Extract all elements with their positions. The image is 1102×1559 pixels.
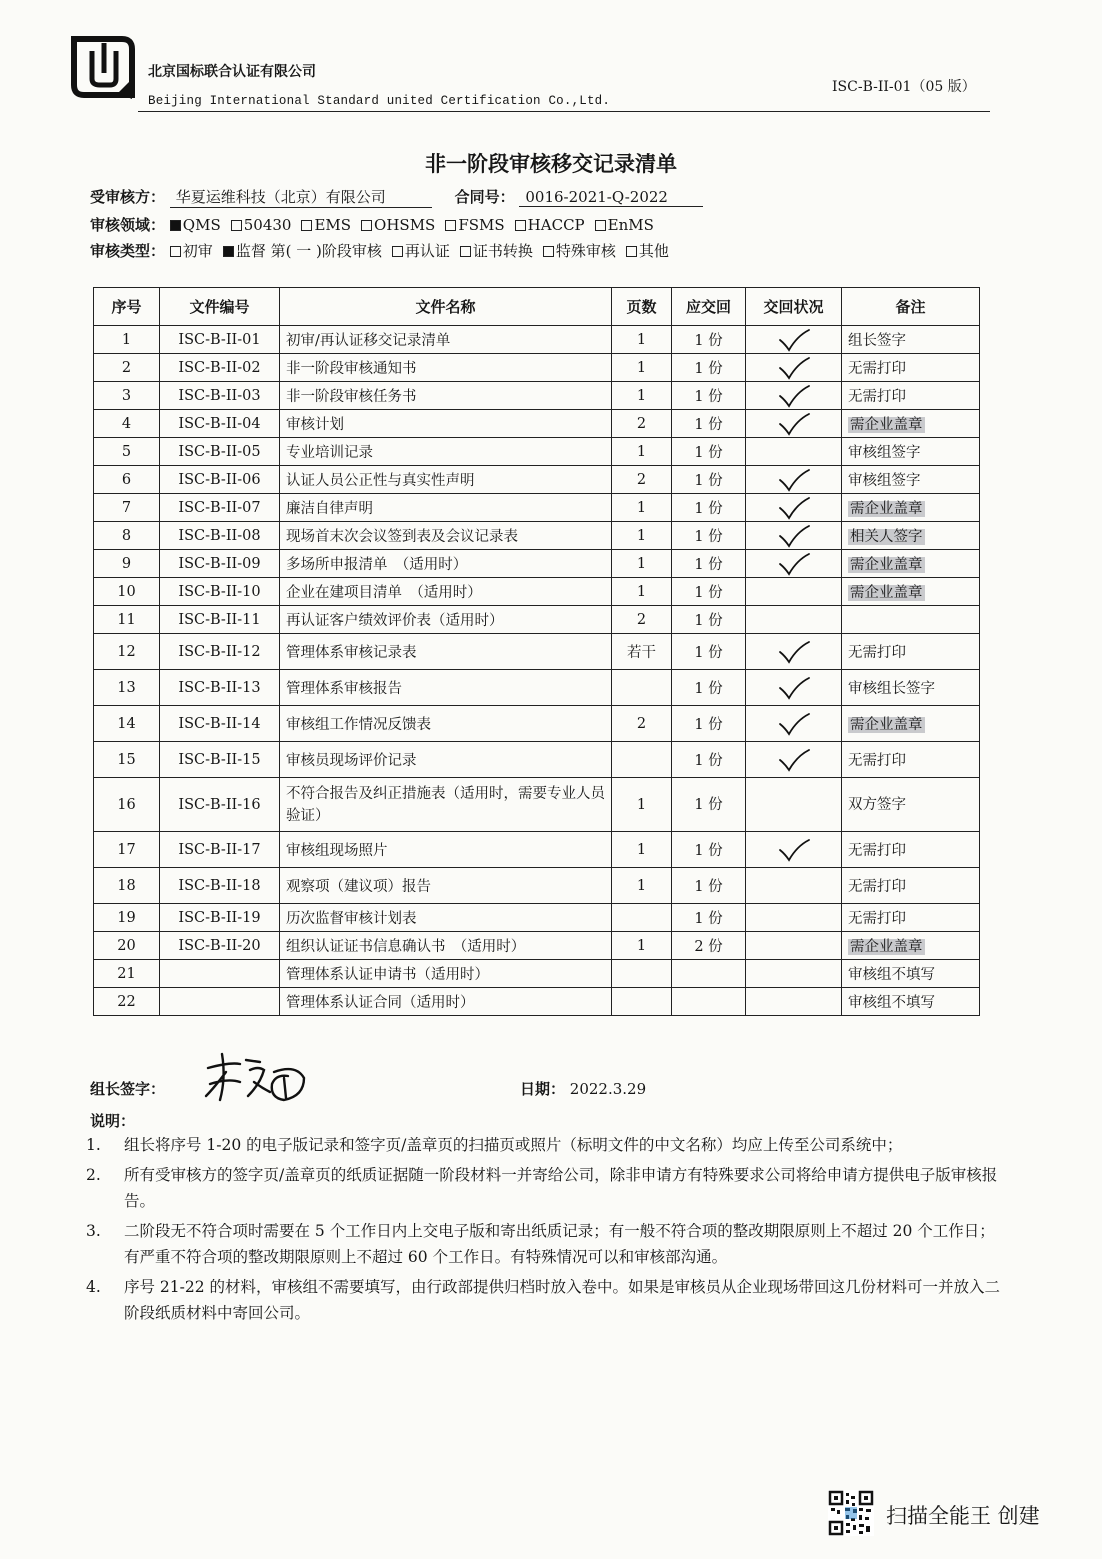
audit-field-option-label: EnMS [607, 216, 654, 234]
row-code: ISC-B-II-05 [160, 438, 280, 466]
row-copies: 1 份 [672, 832, 746, 868]
row-pages: 2 [612, 706, 672, 742]
row-returned [746, 832, 842, 868]
row-code: ISC-B-II-09 [160, 550, 280, 578]
row-name: 审核组工作情况反馈表 [280, 706, 612, 742]
note-text: 二阶段无不符合项时需要在 5 个工作日内上交电子版和寄出纸质记录；有一般不符合项的整改期限原则上不超过 20 个工作日；有严重不符合项的整改期限原则上不超过 60 个工作日。有特殊情况可以和审核部沟通。 [124, 1222, 995, 1266]
row-no: 10 [94, 578, 160, 606]
row-copies: 1 份 [672, 522, 746, 550]
row-remark [842, 354, 980, 382]
table-row [94, 868, 980, 904]
row-name: 廉洁自律声明 [280, 494, 612, 522]
company-logo [70, 33, 136, 105]
row-no: 8 [94, 522, 160, 550]
row-code: ISC-B-II-16 [160, 778, 280, 832]
checkmark-icon [777, 712, 811, 736]
row-returned [746, 868, 842, 904]
row-returned [746, 670, 842, 706]
audit-type-line [90, 240, 679, 261]
row-name: 审核计划 [280, 410, 612, 438]
row-remark [842, 550, 980, 578]
row-returned [746, 960, 842, 988]
header-pages: 页数 [612, 288, 672, 326]
document-code: ISC-B-II-01（05 版） [832, 79, 976, 95]
note-number: 4. [86, 1278, 101, 1296]
audit-type-option-label: 监督 第( 一 )阶段审核 [235, 242, 382, 260]
audit-field-option-label: FSMS [458, 216, 505, 234]
row-pages [612, 904, 672, 932]
remark-text: 组长签字 [848, 333, 906, 349]
header-code: 文件编号 [160, 288, 280, 326]
header-remark: 备注 [842, 288, 980, 326]
unchecked-checkbox-icon[interactable] [445, 220, 456, 231]
row-name: 多场所申报清单 （适用时） [280, 550, 612, 578]
unchecked-checkbox-icon[interactable] [515, 220, 526, 231]
row-copies: 1 份 [672, 742, 746, 778]
row-name: 不符合报告及纠正措施表（适用时，需要专业人员验证） [280, 778, 612, 832]
audit-type-option-label: 其他 [638, 242, 669, 260]
row-pages: 1 [612, 382, 672, 410]
checkmark-icon [777, 328, 811, 352]
audit-field-option-label: 50430 [243, 216, 292, 234]
row-pages: 1 [612, 494, 672, 522]
company-name-en: Beijing International Standard united Certification Co.,Ltd. [148, 94, 611, 108]
row-code: ISC-B-II-02 [160, 354, 280, 382]
table-row [94, 670, 980, 706]
row-code: ISC-B-II-13 [160, 670, 280, 706]
audit-field-option-label: QMS [182, 216, 221, 234]
remark-text: 需企业盖章 [850, 717, 923, 733]
checkmark-icon [777, 748, 811, 772]
audit-field-label: 审核领域： [90, 216, 166, 234]
row-code [160, 988, 280, 1016]
audit-type-option-label: 证书转换 [472, 242, 533, 260]
row-no: 21 [94, 960, 160, 988]
table-row [94, 326, 980, 354]
row-pages: 若干 [612, 634, 672, 670]
audit-type-option[interactable] [392, 240, 450, 261]
remark-text: 无需打印 [848, 389, 906, 405]
row-pages: 1 [612, 578, 672, 606]
row-remark [842, 932, 980, 960]
row-no: 17 [94, 832, 160, 868]
audit-type-option[interactable] [626, 240, 669, 261]
row-code: ISC-B-II-20 [160, 932, 280, 960]
row-name: 企业在建项目清单 （适用时） [280, 578, 612, 606]
row-returned [746, 606, 842, 634]
table-row [94, 466, 980, 494]
row-name: 观察项（建议项）报告 [280, 868, 612, 904]
table-row [94, 832, 980, 868]
row-pages: 1 [612, 438, 672, 466]
remark-text: 审核组长签字 [848, 681, 935, 697]
checkmark-icon [777, 552, 811, 576]
row-name: 管理体系认证合同（适用时） [280, 988, 612, 1016]
audit-type-option[interactable] [170, 240, 213, 261]
row-remark [842, 606, 980, 634]
table-row [94, 354, 980, 382]
checkmark-icon [777, 496, 811, 520]
row-pages [612, 960, 672, 988]
row-code: ISC-B-II-14 [160, 706, 280, 742]
table-row [94, 932, 980, 960]
row-pages: 1 [612, 354, 672, 382]
scanner-watermark: 扫描全能王 创建 [886, 1504, 1040, 1528]
row-copies: 1 份 [672, 410, 746, 438]
row-name: 再认证客户绩效评价表（适用时） [280, 606, 612, 634]
audit-field-line [90, 214, 664, 235]
note-item [86, 1218, 1006, 1270]
row-code [160, 960, 280, 988]
remark-text: 无需打印 [848, 879, 906, 895]
note-number: 2. [86, 1166, 101, 1184]
remark-text: 需企业盖章 [850, 501, 923, 517]
row-name: 初审/再认证移交记录清单 [280, 326, 612, 354]
unchecked-checkbox-icon[interactable] [460, 246, 471, 257]
row-no: 6 [94, 466, 160, 494]
row-pages [612, 742, 672, 778]
row-returned [746, 706, 842, 742]
audit-field-option[interactable] [170, 216, 221, 234]
remark-text: 审核组签字 [848, 473, 921, 489]
row-returned [746, 410, 842, 438]
row-remark [842, 634, 980, 670]
row-returned [746, 382, 842, 410]
note-text: 序号 21-22 的材料，审核组不需要填写，由行政部提供归档时放入卷中。如果是审核员从企业现场带回这几份材料可一并放入二阶段纸质材料中寄回公司。 [124, 1278, 1001, 1322]
table-row [94, 778, 980, 832]
remark-text: 审核组不填写 [848, 995, 935, 1011]
row-returned [746, 778, 842, 832]
row-code: ISC-B-II-17 [160, 832, 280, 868]
audit-field-options [170, 216, 664, 234]
row-returned [746, 550, 842, 578]
row-no: 22 [94, 988, 160, 1016]
header-divider [138, 111, 990, 112]
row-returned [746, 494, 842, 522]
row-pages: 1 [612, 778, 672, 832]
row-no: 5 [94, 438, 160, 466]
row-remark [842, 326, 980, 354]
row-name: 非一阶段审核通知书 [280, 354, 612, 382]
auditee-line [90, 186, 703, 208]
unchecked-checkbox-icon[interactable] [392, 246, 403, 257]
table-row [94, 988, 980, 1016]
note-number: 1. [86, 1136, 101, 1154]
row-name: 管理体系审核记录表 [280, 634, 612, 670]
row-pages: 1 [612, 868, 672, 904]
row-remark [842, 438, 980, 466]
auditee-label: 受审核方： [90, 188, 166, 206]
notes-list [86, 1132, 1006, 1330]
row-pages: 2 [612, 410, 672, 438]
audit-field-option[interactable] [231, 216, 292, 234]
unchecked-checkbox-icon[interactable] [626, 246, 637, 257]
remark-text: 需企业盖章 [850, 557, 923, 573]
audit-field-option[interactable] [301, 216, 351, 234]
row-code: ISC-B-II-18 [160, 868, 280, 904]
row-no: 3 [94, 382, 160, 410]
table-row [94, 382, 980, 410]
note-item [86, 1162, 1006, 1214]
audit-field-option-label: EMS [314, 216, 352, 234]
row-no: 4 [94, 410, 160, 438]
date-label: 日期： [520, 1080, 566, 1098]
row-code: ISC-B-II-07 [160, 494, 280, 522]
unchecked-checkbox-icon[interactable] [595, 220, 606, 231]
row-copies: 1 份 [672, 706, 746, 742]
checkmark-icon [777, 356, 811, 380]
table-row [94, 522, 980, 550]
row-copies: 1 份 [672, 670, 746, 706]
note-text: 组长将序号 1-20 的电子版记录和签字页/盖章页的扫描页或照片（标明文件的中文名称）均应上传至公司系统中； [124, 1136, 903, 1154]
unchecked-checkbox-icon[interactable] [543, 246, 554, 257]
row-copies: 1 份 [672, 438, 746, 466]
remark-text: 需企业盖章 [850, 939, 923, 955]
row-returned [746, 326, 842, 354]
table-row [94, 706, 980, 742]
row-name: 专业培训记录 [280, 438, 612, 466]
remark-text: 无需打印 [848, 753, 906, 769]
remark-text: 双方签字 [848, 796, 906, 813]
row-copies: 1 份 [672, 868, 746, 904]
remark-text: 无需打印 [848, 645, 906, 661]
audit-type-option-label: 初审 [182, 242, 213, 260]
row-returned [746, 466, 842, 494]
audit-type-option-label: 再认证 [404, 242, 450, 260]
note-item [86, 1274, 1006, 1326]
row-returned [746, 742, 842, 778]
audit-type-option[interactable] [460, 240, 533, 261]
row-returned [746, 904, 842, 932]
audit-field-option-label: OHSMS [374, 216, 436, 234]
note-text: 所有受审核方的签字页/盖章页的纸质证据随一阶段材料一并寄给公司，除非申请方有特殊要求公司将给申请方提供电子版审核报告。 [124, 1166, 998, 1210]
header-no: 序号 [94, 288, 160, 326]
row-copies: 1 份 [672, 634, 746, 670]
date-value: 2022.3.29 [569, 1080, 647, 1098]
note-item [86, 1132, 1006, 1158]
row-returned [746, 354, 842, 382]
row-no: 20 [94, 932, 160, 960]
row-copies: 1 份 [672, 494, 746, 522]
remark-text: 需企业盖章 [850, 585, 923, 601]
row-no: 18 [94, 868, 160, 904]
notes-title: 说明： [90, 1112, 136, 1130]
row-pages: 2 [612, 466, 672, 494]
row-pages: 1 [612, 326, 672, 354]
row-pages: 2 [612, 606, 672, 634]
row-returned [746, 522, 842, 550]
row-name: 管理体系认证申请书（适用时） [280, 960, 612, 988]
table-header-row [94, 288, 980, 326]
audit-field-option[interactable] [361, 216, 435, 234]
row-no: 11 [94, 606, 160, 634]
row-copies [672, 988, 746, 1016]
row-no: 9 [94, 550, 160, 578]
company-name-cn: 北京国标联合认证有限公司 [148, 64, 316, 80]
row-remark [842, 382, 980, 410]
page-title: 非一阶段审核移交记录清单 [425, 152, 677, 176]
row-name: 审核组现场照片 [280, 832, 612, 868]
row-remark [842, 522, 980, 550]
checkmark-icon [777, 640, 811, 664]
row-pages [612, 988, 672, 1016]
audit-type-option[interactable] [223, 240, 382, 261]
audit-field-option[interactable] [445, 216, 504, 234]
unchecked-checkbox-icon[interactable] [301, 220, 312, 231]
row-pages: 1 [612, 550, 672, 578]
records-table [93, 287, 980, 1016]
row-pages [612, 670, 672, 706]
header-name: 文件名称 [280, 288, 612, 326]
row-copies: 1 份 [672, 904, 746, 932]
row-code: ISC-B-II-06 [160, 466, 280, 494]
row-remark [842, 988, 980, 1016]
auditee-value: 华夏运维科技（北京）有限公司 [170, 186, 432, 208]
row-remark [842, 778, 980, 832]
audit-type-options [170, 242, 679, 260]
row-code: ISC-B-II-12 [160, 634, 280, 670]
contract-value: 0016-2021-Q-2022 [519, 188, 703, 207]
note-number: 3. [86, 1222, 101, 1240]
remark-text: 无需打印 [848, 843, 906, 859]
checkmark-icon [777, 412, 811, 436]
row-remark [842, 670, 980, 706]
row-remark [842, 960, 980, 988]
remark-text: 无需打印 [848, 911, 906, 927]
remark-text: 相关人签字 [850, 529, 923, 545]
row-copies: 1 份 [672, 354, 746, 382]
row-remark [842, 494, 980, 522]
row-code: ISC-B-II-11 [160, 606, 280, 634]
checked-checkbox-icon[interactable] [223, 246, 234, 257]
row-no: 15 [94, 742, 160, 778]
row-remark [842, 904, 980, 932]
row-returned [746, 634, 842, 670]
row-remark [842, 706, 980, 742]
row-copies: 1 份 [672, 578, 746, 606]
audit-type-option-label: 特殊审核 [555, 242, 616, 260]
checkmark-icon [777, 524, 811, 548]
row-remark [842, 868, 980, 904]
checkmark-icon [777, 838, 811, 862]
row-copies: 1 份 [672, 550, 746, 578]
date-line [520, 1078, 646, 1099]
row-remark [842, 742, 980, 778]
row-no: 16 [94, 778, 160, 832]
row-pages: 1 [612, 832, 672, 868]
unchecked-checkbox-icon[interactable] [361, 220, 372, 231]
row-name: 认证人员公正性与真实性声明 [280, 466, 612, 494]
checkmark-icon [777, 384, 811, 408]
row-name: 管理体系审核报告 [280, 670, 612, 706]
table-row [94, 742, 980, 778]
table-row [94, 550, 980, 578]
row-remark [842, 578, 980, 606]
row-no: 12 [94, 634, 160, 670]
row-returned [746, 932, 842, 960]
row-remark [842, 466, 980, 494]
row-remark [842, 832, 980, 868]
row-returned [746, 988, 842, 1016]
row-copies: 1 份 [672, 466, 746, 494]
row-no: 1 [94, 326, 160, 354]
row-copies: 1 份 [672, 382, 746, 410]
checked-checkbox-icon[interactable] [170, 220, 181, 231]
row-no: 2 [94, 354, 160, 382]
leader-signature [200, 1048, 310, 1108]
row-copies: 1 份 [672, 606, 746, 634]
header-copies: 应交回 [672, 288, 746, 326]
table-row [94, 578, 980, 606]
row-no: 19 [94, 904, 160, 932]
table-row [94, 606, 980, 634]
row-name: 非一阶段审核任务书 [280, 382, 612, 410]
header-returned: 交回状况 [746, 288, 842, 326]
contract-label: 合同号： [454, 188, 515, 206]
row-copies: 2 份 [672, 932, 746, 960]
row-name: 审核员现场评价记录 [280, 742, 612, 778]
row-pages: 1 [612, 522, 672, 550]
audit-type-option[interactable] [543, 240, 616, 261]
row-code: ISC-B-II-08 [160, 522, 280, 550]
table-row [94, 410, 980, 438]
row-copies: 1 份 [672, 326, 746, 354]
checkmark-icon [777, 468, 811, 492]
row-returned [746, 438, 842, 466]
remark-text: 无需打印 [848, 361, 906, 377]
row-code: ISC-B-II-19 [160, 904, 280, 932]
row-no: 13 [94, 670, 160, 706]
row-remark [842, 410, 980, 438]
row-copies [672, 960, 746, 988]
row-returned [746, 578, 842, 606]
remark-text: 需企业盖章 [850, 417, 923, 433]
table-row [94, 960, 980, 988]
row-pages: 1 [612, 932, 672, 960]
row-name: 组织认证证书信息确认书 （适用时） [280, 932, 612, 960]
row-code: ISC-B-II-15 [160, 742, 280, 778]
unchecked-checkbox-icon[interactable] [231, 220, 242, 231]
table-row [94, 438, 980, 466]
qr-code-icon [828, 1490, 874, 1536]
remark-text: 审核组不填写 [848, 967, 935, 983]
table-row [94, 904, 980, 932]
audit-field-option[interactable] [595, 216, 654, 234]
audit-type-label: 审核类型： [90, 242, 166, 260]
leader-signature-label: 组长签字： [90, 1080, 166, 1098]
remark-text: 审核组签字 [848, 445, 921, 461]
row-code: ISC-B-II-03 [160, 382, 280, 410]
unchecked-checkbox-icon[interactable] [170, 246, 181, 257]
table-row [94, 634, 980, 670]
row-name: 历次监督审核计划表 [280, 904, 612, 932]
checkmark-icon [777, 676, 811, 700]
row-name: 现场首末次会议签到表及会议记录表 [280, 522, 612, 550]
row-code: ISC-B-II-01 [160, 326, 280, 354]
audit-field-option[interactable] [515, 216, 585, 234]
row-copies: 1 份 [672, 778, 746, 832]
row-code: ISC-B-II-10 [160, 578, 280, 606]
row-no: 14 [94, 706, 160, 742]
row-no: 7 [94, 494, 160, 522]
audit-field-option-label: HACCP [527, 216, 585, 234]
row-code: ISC-B-II-04 [160, 410, 280, 438]
table-row [94, 494, 980, 522]
